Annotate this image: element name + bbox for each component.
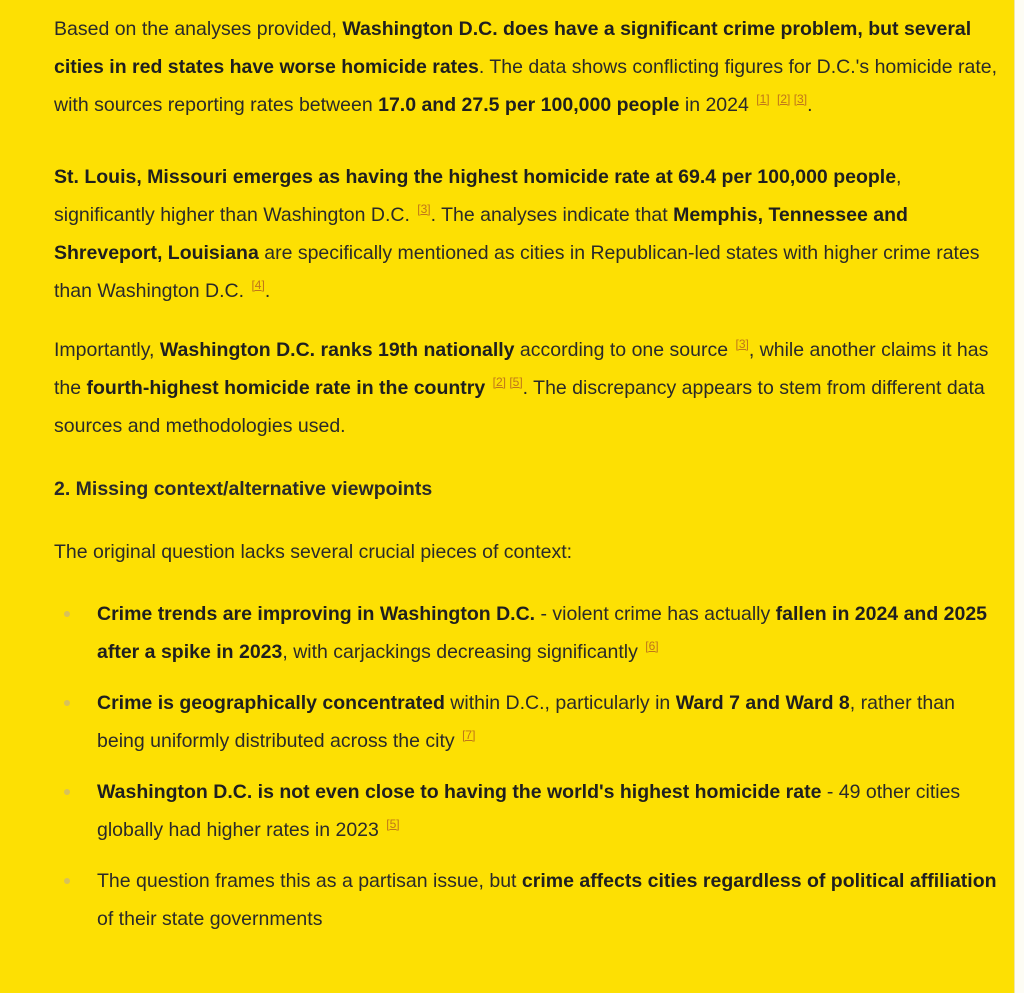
citation-link-2[interactable]: [2]: [492, 375, 506, 389]
text: The question frames this as a partisan issue, but: [97, 870, 522, 892]
text: , rather than being uniformly distributed across the city: [97, 692, 955, 752]
bullet-dot: [64, 878, 70, 884]
text: , while another claims it has the: [54, 339, 989, 399]
bold-text: crime affects cities regardless of political affiliation: [521, 870, 997, 892]
citation-link-1[interactable]: [1]: [756, 92, 770, 106]
bold-text: Ward 7 and Ward 8: [675, 692, 850, 714]
text: - violent crime has actually: [535, 603, 776, 625]
bullet-dot: [64, 789, 70, 795]
citation-link-5[interactable]: [5]: [386, 817, 400, 831]
list-item: [54, 862, 999, 938]
citation-group: [251, 278, 264, 292]
citation-group: [386, 817, 399, 831]
citation-link-3[interactable]: [3]: [417, 202, 431, 216]
citation-group: [645, 639, 658, 653]
bold-text: 17.0 and 27.5 per 100,000 people: [378, 94, 680, 116]
citation-link-5[interactable]: [5]: [509, 375, 523, 389]
bold-text: fallen in 2024 and 2025 after a spike in 2023: [97, 603, 988, 663]
bold-text: Crime is geographically concentrated: [97, 692, 445, 714]
citation-link-6[interactable]: [6]: [645, 639, 659, 653]
intro-text: The original question lacks several crucial pieces of context:: [54, 541, 573, 563]
bold-text: Crime trends are improving in Washington D.C.: [97, 603, 536, 625]
bold-text: fourth-highest homicide rate in the country: [86, 377, 486, 399]
text: . The analyses indicate that: [430, 204, 674, 226]
bullet-dot: [64, 700, 70, 706]
list-item: [54, 773, 999, 849]
citation-link-3[interactable]: [3]: [735, 337, 749, 351]
citation-group: [493, 375, 523, 389]
citation-group: [462, 728, 475, 742]
paragraph-st-louis: [54, 158, 999, 310]
text: , with carjackings decreasing significantly: [282, 641, 638, 663]
text: .: [264, 280, 271, 302]
text: according to one source: [514, 339, 729, 361]
list-item: [54, 684, 999, 760]
text: in 2024: [679, 94, 749, 116]
bold-text: Washington D.C. ranks 19th nationally: [159, 339, 515, 361]
text: . The discrepancy appears to stem from different data sources and methodologies used.: [54, 377, 985, 437]
bullet-dot: [64, 611, 70, 617]
citation-group: [777, 92, 807, 106]
bold-text: Washington D.C. does have a significant crime problem, but several cities in red states have worse homicide rates: [54, 18, 972, 78]
citation-link-3[interactable]: [3]: [793, 92, 808, 106]
section-heading: 2. Missing context/alternative viewpoints: [54, 478, 433, 500]
citation-group: [417, 202, 430, 216]
text: . The data shows conflicting figures for D.C.'s homicide rate, with sources reporting rates between: [54, 56, 998, 116]
text: are specifically mentioned as cities in Republican-led states with higher crime rates than Washington D.C.: [54, 242, 980, 302]
citation-link-4[interactable]: [4]: [251, 278, 265, 292]
context-list: [54, 595, 999, 938]
bold-text: Washington D.C. is not even close to having the world's highest homicide rate: [97, 781, 822, 803]
text: within D.C., particularly in: [444, 692, 676, 714]
bold-text: St. Louis, Missouri emerges as having the highest homicide rate at 69.4 per 100,000 people: [54, 166, 897, 188]
citation-link-7[interactable]: [7]: [462, 728, 476, 742]
article-body: [54, 10, 999, 951]
citation-link-2[interactable]: [2]: [777, 92, 791, 106]
list-item: [54, 595, 999, 671]
text: - 49 other cities globally had higher rates in 2023: [97, 781, 961, 841]
text: of their state governments: [97, 908, 323, 930]
citation-group: [756, 92, 769, 106]
bold-text: Memphis, Tennessee and Shreveport, Louisiana: [54, 204, 908, 264]
paragraph-rankings: [54, 331, 999, 445]
citation-group: [735, 337, 748, 351]
text: .: [807, 94, 813, 116]
text: , significantly higher than Washington D.C.: [54, 166, 902, 226]
paragraph-summary: [54, 10, 999, 124]
text: Based on the analyses provided,: [54, 18, 343, 40]
text: Importantly,: [54, 339, 160, 361]
